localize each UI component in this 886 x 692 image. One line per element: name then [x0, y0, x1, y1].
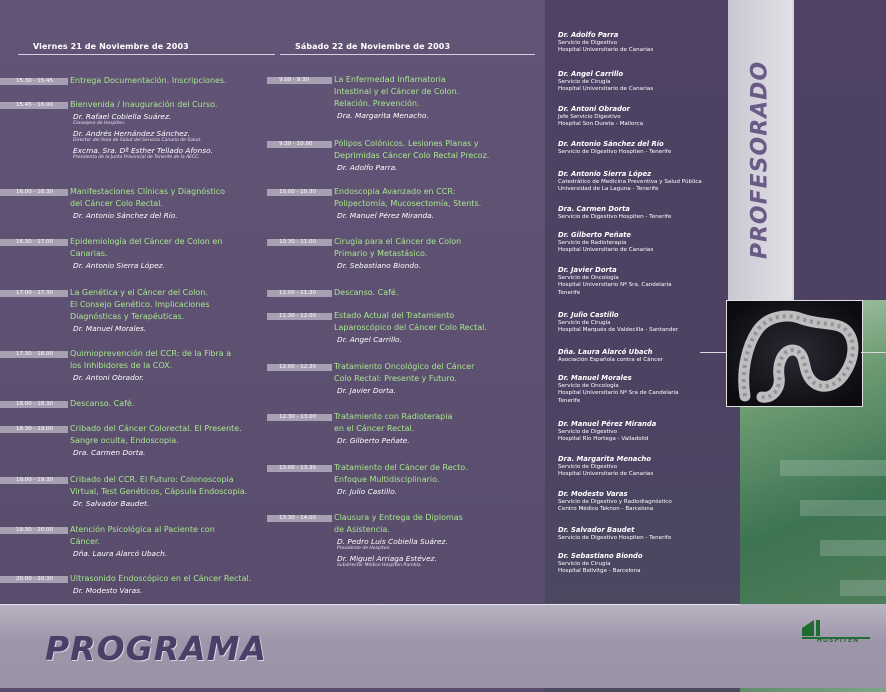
faculty-affiliation: Servicio de Digestivo [558, 429, 618, 435]
session-title-line: Bienvenida / Inauguración del Curso. [70, 100, 218, 109]
session-title [334, 462, 468, 486]
time-slot: 19.00 - 19.30 [0, 477, 68, 484]
speaker-name: Dr. Miguel Arriaga Estévez. [337, 554, 437, 563]
faculty-affiliation: Hospital Universitario Nª Sra. Candelaria [558, 282, 672, 289]
session-title-line: Clausura y Entrega de Diplomas [334, 513, 463, 522]
faculty-name: Dr. Julio Castillo [558, 311, 619, 319]
speaker-name: Dra. Carmen Dorta. [73, 448, 146, 457]
faculty-affiliation: Hospital Marqués de Valdecilla - Santander [558, 327, 679, 334]
faculty-member [558, 490, 733, 514]
session-title [334, 361, 474, 385]
speaker-name: Dr. Andrés Hernández Sánchez. [73, 129, 190, 138]
time-slot: 17.00 - 17.30 [0, 290, 68, 297]
time-slot: 18.30 - 19.00 [0, 426, 68, 433]
faculty-affiliation: Servicio de Digestivo y Radiodiagnóstico [558, 499, 672, 505]
faculty-affiliation: Servicio de Oncología [558, 275, 619, 281]
faculty-affiliation: Hospital Universitario de Canarias [558, 471, 654, 478]
faculty-affiliation: Hospital Universitario de Canarias [558, 86, 654, 93]
time-slot: 18.00 - 18.30 [0, 401, 68, 408]
session-title [70, 186, 225, 210]
faculty-member [558, 266, 733, 297]
faculty-affiliation: Catedrático de Medicina Preventiva y Salud Pública [558, 179, 702, 185]
faculty-name: Dr. Angel Carrillo [558, 70, 624, 78]
faculty-name: Dra. Carmen Dorta [558, 205, 630, 213]
session-title [334, 512, 463, 536]
time-slot: 19.30 - 20.00 [0, 527, 68, 534]
faculty-affiliation: Tenerife [558, 397, 581, 404]
faculty-affiliation: Hospital Río Hortega - Valladolid [558, 436, 649, 443]
session-title-line: Epidemiología del Cáncer de Colon en [70, 237, 223, 246]
faculty-affiliation: Universidad de La Laguna - Tenerife [558, 186, 659, 193]
session-title-line: Enfoque Multidisciplinario. [334, 475, 440, 484]
faculty-name: Dr. Modesto Varas [558, 490, 628, 498]
session-title-line: Ultrasonido Endoscópico en el Cáncer Rectal. [70, 574, 252, 583]
faculty-affiliation: Hospital Son Dureta - Mallorca [558, 121, 644, 128]
speaker-name: Dra. Margarita Menacho. [337, 111, 429, 120]
faculty-divider [792, 0, 794, 300]
time-slot: 12.00 - 12.30 [267, 364, 332, 371]
session-title-line: Quimioprevención del CCR: de la Fibra a [70, 349, 232, 358]
speaker-name: Dr. Antoni Obrador. [73, 373, 144, 382]
session-title-line: Endoscopia Avanzado en CCR: [334, 187, 456, 196]
speaker-name: Dr. Antonio Sierra López. [73, 261, 165, 270]
faculty-member [558, 374, 733, 405]
session-title [70, 99, 217, 111]
faculty-title: PROFESORADO [747, 60, 773, 260]
time-slot: 16.00 - 16.30 [0, 189, 68, 196]
session-title [334, 411, 452, 435]
session-title-line: Entrega Documentación. Inscripciones. [70, 76, 227, 85]
faculty-affiliation: Servicio de Cirugía [558, 320, 611, 326]
speaker-name: Dr. Manuel Pérez Miranda. [337, 211, 435, 220]
xray-pointer-right [861, 352, 886, 353]
session-title-line: Sangre oculta, Endoscopia. [70, 436, 179, 445]
faculty-name: Dr. Manuel Morales [558, 374, 632, 382]
speaker-name: Dr. Modesto Varas. [73, 586, 143, 595]
session-title [70, 474, 247, 498]
faculty-member [558, 526, 733, 542]
session-title-line: de Asistencia. [334, 525, 390, 534]
faculty-name: Dr. Sebastiano Biondo [558, 552, 643, 560]
speaker-role: Consejero de Hospiten. [73, 121, 126, 126]
faculty-affiliation: Servicio de Digestivo [558, 40, 618, 46]
faculty-name: Dr. Javier Dorta [558, 266, 617, 274]
time-slot: 12.30 - 13.00 [267, 414, 332, 421]
faculty-member [558, 170, 733, 194]
session-title-line: Cribado del CCR. El Futuro: Colonoscopia [70, 475, 234, 484]
program-title: PROGRAMA [45, 629, 268, 668]
day1-rule [18, 54, 275, 55]
faculty-affiliation: Servicio de Cirugía [558, 561, 611, 567]
session-title-line: Cirugía para el Cáncer de Colon [334, 237, 462, 246]
time-slot: 10.30 - 11.00 [267, 239, 332, 246]
session-title [70, 75, 227, 87]
faculty-name: Dr. Antoni Obrador [558, 105, 630, 113]
speaker-name: Dña. Laura Alarcó Ubach. [73, 549, 168, 558]
speaker-name: Dr. Javier Dorta. [337, 386, 396, 395]
faculty-affiliation: Servicio de Oncología [558, 383, 619, 389]
colon-xray-image [726, 300, 863, 407]
day1-header: Viernes 21 de Noviembre de 2003 [33, 42, 189, 51]
session-title [70, 524, 215, 548]
session-title-line: Tratamiento Oncológico del Cáncer [334, 362, 475, 371]
faculty-member [558, 348, 733, 364]
faculty-affiliation: Servicio de Digestivo Hospiten - Tenerife [558, 149, 672, 155]
session-title-line: los Inhibidores de la COX. [70, 361, 173, 370]
session-title [70, 236, 222, 260]
faculty-name: Dr. Antonio Sierra López [558, 170, 652, 178]
speaker-name: D. Pedro Luis Cobiella Suárez. [337, 537, 448, 546]
session-title-line: del Cáncer Colo Rectal. [70, 199, 163, 208]
speaker-name: Dr. Manuel Morales. [73, 324, 147, 333]
day2-rule [280, 54, 535, 55]
session-title-line: La Genética y el Cáncer del Colon. [70, 288, 208, 297]
time-slot: 15.45 - 16.00 [0, 102, 68, 109]
session-title-line: Atención Psicológica al Paciente con [70, 525, 215, 534]
faculty-member [558, 140, 733, 156]
session-title-line: Intestinal y el Cáncer de Colon. [334, 87, 460, 96]
faculty-name: Dr. Salvador Baudet [558, 526, 635, 534]
faculty-affiliation: Tenerife [558, 289, 581, 296]
faculty-affiliation: Hospital Bellvitge - Barcelona [558, 568, 641, 575]
faculty-affiliation: Servicio de Digestivo Hospiten - Tenerife [558, 214, 672, 220]
speaker-name: Dr. Angel Carrillo. [337, 335, 402, 344]
session-title-line: Tratamiento con Radioterapia [334, 412, 453, 421]
faculty-member [558, 70, 733, 94]
faculty-affiliation: Servicio de Radioterapia [558, 240, 627, 246]
speaker-name: Excma. Sra. Dª Esther Tellado Afonso. [73, 146, 213, 155]
speaker-name: Dr. Julio Castillo. [337, 487, 398, 496]
speaker-name: Dr. Rafael Cobiella Suárez. [73, 112, 172, 121]
faculty-affiliation: Hospital Universitario de Canarias [558, 47, 654, 54]
time-slot: 13.00 - 13.30 [267, 465, 332, 472]
session-title [70, 287, 209, 323]
faculty-member [558, 31, 733, 55]
session-title-line: Diagnósticas y Terapéuticas. [70, 312, 185, 321]
time-slot: 10.00 - 10.30 [267, 189, 332, 196]
speaker-name: Dr. Gilberto Peñate. [337, 436, 410, 445]
time-slot: 16.30 - 17.00 [0, 239, 68, 246]
day2-header: Sábado 22 de Noviembre de 2003 [295, 42, 451, 51]
time-slot: 11.00 - 11.30 [267, 290, 332, 297]
session-title-line: Estado Actual del Tratamiento [334, 311, 455, 320]
faculty-name: Dr. Adolfo Parra [558, 31, 619, 39]
faculty-name: Dr. Antonio Sánchez del Río [558, 140, 664, 148]
session-title-line: Colo Rectal: Presente y Futuro. [334, 374, 457, 383]
session-title-line: Canarias. [70, 249, 108, 258]
session-title-line: Descanso. Café. [70, 399, 135, 408]
session-title-line: Relación. Prevención. [334, 99, 420, 108]
session-title-line: Pólipos Colónicos. Lesiones Planas y [334, 139, 479, 148]
speaker-role: Presidente de Hospiten. [337, 546, 391, 551]
session-title-line: Primario y Metastásico. [334, 249, 428, 258]
faculty-affiliation: Asociación Española contra el Cáncer [558, 357, 663, 363]
session-title-line: Polipectomía, Mucosectomía, Stents. [334, 199, 482, 208]
session-title-line: Virtual, Test Genéticos, Cápsula Endoscopia. [70, 487, 248, 496]
speaker-role: Director del Area de Salud del Servicio Canario de Salud. [73, 138, 202, 143]
time-slot: 13.30 - 14.00 [267, 515, 332, 522]
session-title [334, 138, 489, 162]
faculty-member [558, 311, 733, 335]
session-title-line: Cáncer. [70, 537, 100, 546]
time-slot: 9.00 - 9.30 [267, 77, 332, 84]
faculty-member [558, 105, 733, 129]
time-slot: 11.30 - 12.00 [267, 313, 332, 320]
faculty-affiliation: Servicio de Digestivo Hospiten - Tenerife [558, 535, 672, 541]
session-title [334, 310, 487, 334]
faculty-name: Dr. Manuel Pérez Miranda [558, 420, 657, 428]
session-title [70, 398, 134, 410]
faculty-affiliation: Jefe Servicio Digestivo [558, 114, 621, 120]
faculty-member [558, 420, 733, 444]
session-title-line: Descanso. Café. [334, 288, 399, 297]
time-slot: 17.30 - 18.00 [0, 351, 68, 358]
faculty-member [558, 205, 733, 221]
faculty-affiliation: Centro Médico Teknon - Barcelona [558, 506, 654, 513]
session-title-line: en el Cáncer Rectal. [334, 424, 415, 433]
session-title [70, 348, 231, 372]
faculty-affiliation: Hospital Universitario Nª Sra de Candelaria [558, 390, 679, 397]
time-slot: 20.00 - 20.30 [0, 576, 68, 583]
faculty-member [558, 455, 733, 479]
session-title-line: Cribado del Cáncer Colorectal. El Presente. [70, 424, 242, 433]
session-title [70, 573, 251, 585]
session-title [334, 236, 461, 260]
speaker-name: Dr. Adolfo Parra. [337, 163, 398, 172]
session-title-line: Deprimidas Cáncer Colo Rectal Precoz. [334, 151, 490, 160]
faculty-name: Dra. Margarita Menacho [558, 455, 651, 463]
session-title-line: Manifestaciones Clínicas y Diagnóstico [70, 187, 226, 196]
band-rule [0, 604, 740, 605]
faculty-affiliation: Servicio de Cirugía [558, 79, 611, 85]
speaker-name: Dr. Salvador Baudet. [73, 499, 150, 508]
speaker-name: Dr. Sebastiano Biondo. [337, 261, 421, 270]
time-slot: 15.30 - 15.45 [0, 78, 68, 85]
speaker-role: Subdirector Médico Hospiten Rambla. [337, 563, 422, 568]
faculty-name: Dr. Gilberto Peñate [558, 231, 632, 239]
session-title [334, 287, 398, 299]
session-title [334, 186, 481, 210]
session-title-line: La Enfermedad Inflamatoria [334, 75, 446, 84]
session-title-line: Laparoscópico del Cáncer Colo Rectal. [334, 323, 487, 332]
session-title [70, 423, 242, 447]
logo-text: HOSPITEN [817, 637, 860, 644]
faculty-name: Dña. Laura Alarcó Ubach [558, 348, 653, 356]
faculty-member [558, 231, 733, 255]
speaker-role: Presidenta de la Junta Provincial de Tenerife de la AECC. [73, 155, 200, 160]
session-title-line: Tratamiento del Cáncer de Recto. [334, 463, 468, 472]
session-title [334, 74, 459, 110]
speaker-name: Dr. Antonio Sánchez del Río. [73, 211, 178, 220]
session-title-line: El Consejo Genético. Implicaciones [70, 300, 210, 309]
faculty-member [558, 552, 733, 576]
time-slot: 9.30 - 10.00 [267, 141, 332, 148]
faculty-affiliation: Hospital Universitario de Canarias [558, 247, 654, 254]
faculty-affiliation: Servicio de Digestivo [558, 464, 618, 470]
